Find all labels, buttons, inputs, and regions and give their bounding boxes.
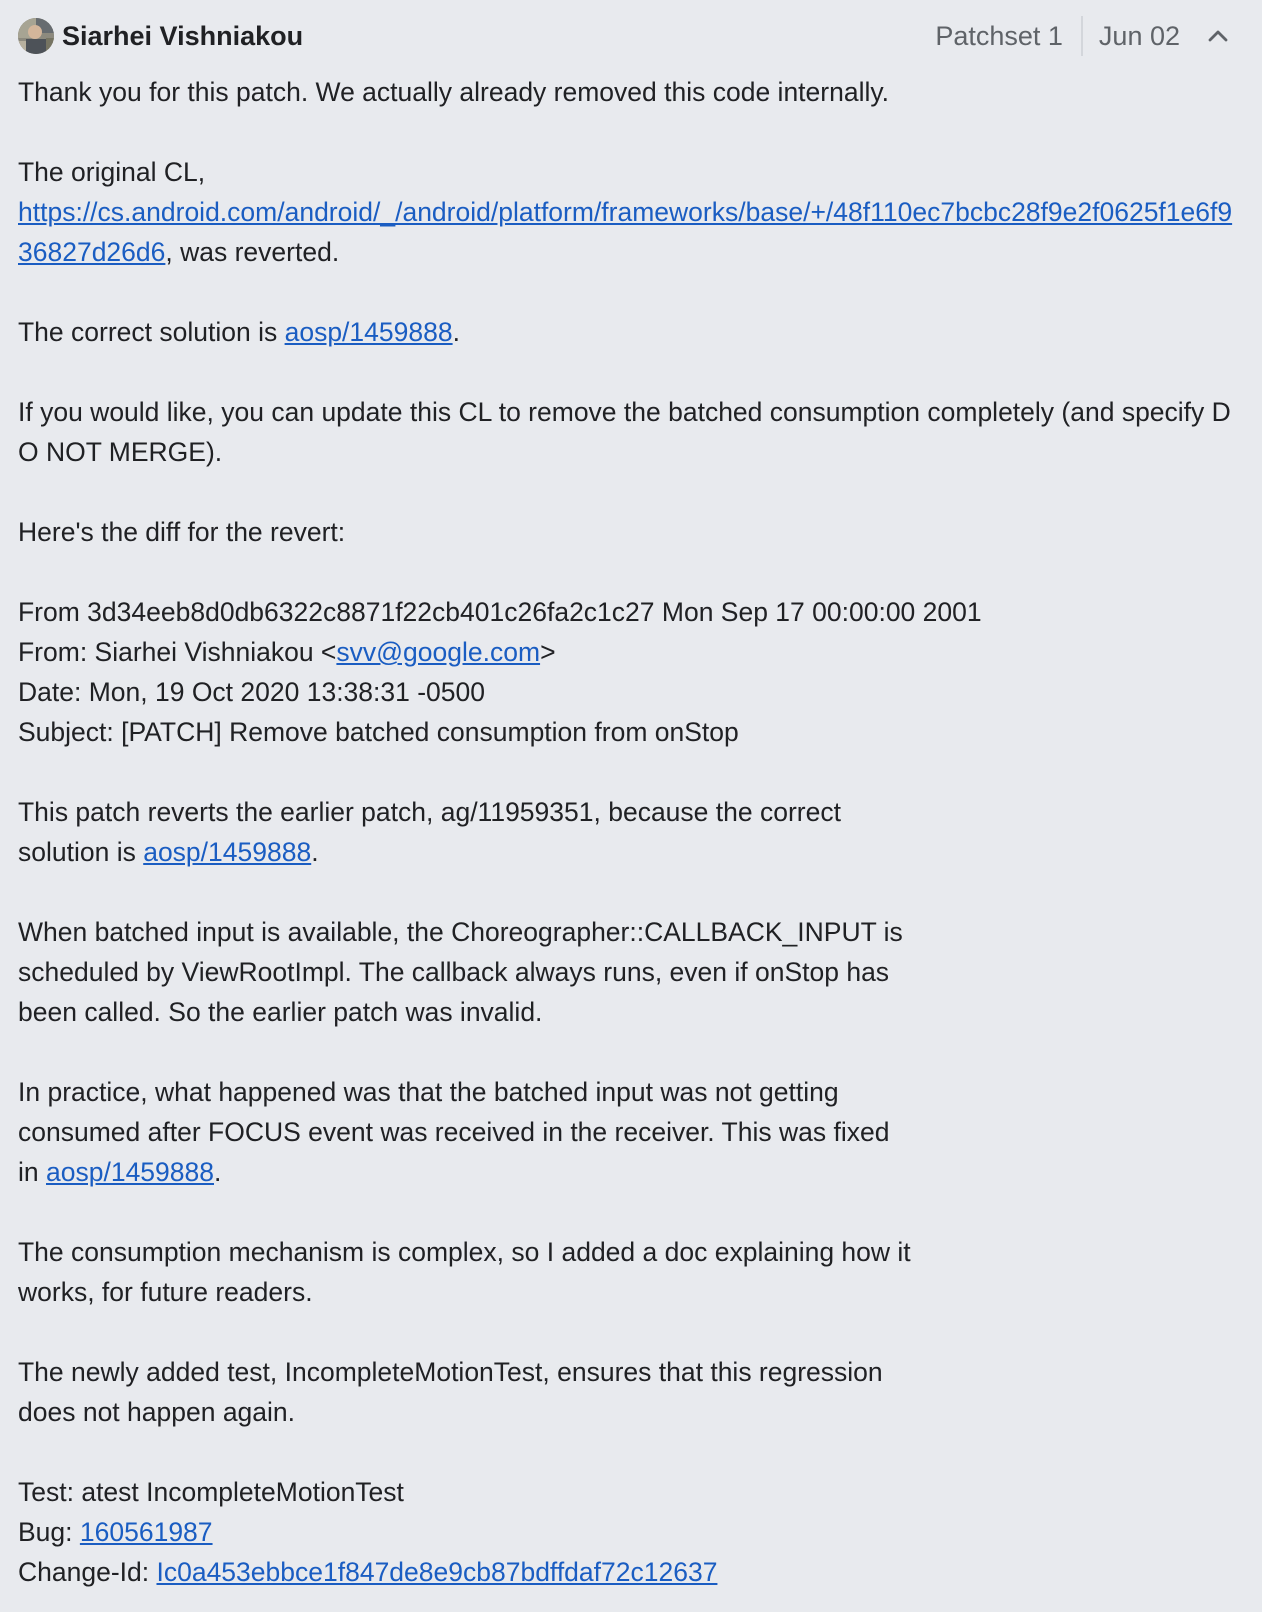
change-id-line: [18, 1552, 1244, 1592]
text-segment: From: Siarhei Vishniakou <: [18, 637, 337, 667]
text-segment: scheduled by ViewRootImpl. The callback always runs, even if onStop has: [18, 957, 890, 987]
text-segment: The correct solution is: [18, 317, 285, 347]
avatar: [18, 18, 54, 54]
bug-line: [18, 1512, 1244, 1552]
patchset-label[interactable]: Patchset 1: [935, 20, 1063, 51]
patch-subject-line: Subject: [PATCH] Remove batched consumption from onStop: [18, 717, 739, 747]
text-segment: been called. So the earlier patch was invalid.: [18, 997, 543, 1027]
text-segment: works, for future readers.: [18, 1277, 313, 1307]
text-segment: The newly added test, IncompleteMotionTest, ensures that this regression: [18, 1357, 883, 1387]
text-segment: consumed after FOCUS event was received in the receiver. This was fixed: [18, 1117, 890, 1147]
patch-author-line: [18, 632, 1244, 672]
aosp-link[interactable]: aosp/1459888: [284, 317, 453, 347]
paragraph-gap: [18, 1192, 1244, 1232]
comment-message: [18, 72, 1244, 1592]
test-line: Test: atest IncompleteMotionTest: [18, 1477, 404, 1507]
aosp-link[interactable]: aosp/1459888: [143, 837, 312, 867]
message-paragraph: [18, 1072, 1244, 1192]
comment-header[interactable]: [18, 0, 1244, 72]
text-segment: Bug:: [18, 1517, 80, 1547]
text-segment: .: [311, 837, 319, 867]
paragraph-gap: [18, 272, 1244, 312]
text-segment: When batched input is available, the Choreographer::CALLBACK_INPUT is: [18, 917, 903, 947]
text-segment: In practice, what happened was that the batched input was not getting: [18, 1077, 839, 1107]
comment-meta: [935, 0, 1230, 72]
paragraph-gap: [18, 1032, 1244, 1072]
text-segment: in: [18, 1157, 46, 1187]
message-paragraph: [18, 1352, 1244, 1432]
aosp-link[interactable]: aosp/1459888: [46, 1157, 214, 1187]
message-paragraph: [18, 912, 1244, 1032]
bug-link[interactable]: 160561987: [79, 1517, 213, 1547]
avatar-photo-icon: [18, 18, 54, 54]
text-segment: does not happen again.: [18, 1397, 296, 1427]
patch-from-line: From 3d34eeb8d0db6322c8871f22cb401c26fa2c1c27 Mon Sep 17 00:00:00 2001: [18, 597, 982, 627]
paragraph-gap: [18, 872, 1244, 912]
paragraph-gap: [18, 472, 1244, 512]
text-segment: , was reverted.: [165, 237, 340, 267]
message-paragraph: Thank you for this patch. We actually already removed this code internally.: [18, 77, 890, 107]
message-paragraph: Here's the diff for the revert:: [18, 517, 346, 547]
text-segment: >: [540, 637, 556, 667]
text-segment: .: [452, 317, 460, 347]
message-paragraph: [18, 792, 1244, 872]
paragraph-gap: [18, 352, 1244, 392]
change-id-link[interactable]: Ic0a453ebbce1f847de8e9cb87bdffdaf72c12637: [156, 1557, 718, 1587]
author-name[interactable]: Siarhei Vishniakou: [62, 20, 304, 51]
text-segment: .: [214, 1157, 222, 1187]
text-segment: The original CL,: [18, 157, 206, 187]
message-paragraph: [18, 152, 1244, 272]
text-segment: The consumption mechanism is complex, so I added a doc explaining how it: [18, 1237, 911, 1267]
message-paragraph: If you would like, you can update this CL to remove the batched consumption completely (and specify DO NOT MERGE).: [18, 397, 1231, 467]
text-segment: Change-Id:: [18, 1557, 157, 1587]
text-segment: This patch reverts the earlier patch, ag/11959351, because the correct: [18, 797, 841, 827]
author-email-link[interactable]: svv@google.com: [336, 637, 541, 667]
paragraph-gap: [18, 752, 1244, 792]
original-cl-link[interactable]: https://cs.android.com/android/_/android/platform/frameworks/base/+/48f110ec7bcbc28f9e2f0625f1e6f936827d26d6: [18, 197, 1233, 267]
paragraph-gap: [18, 552, 1244, 592]
patch-date-line: Date: Mon, 19 Oct 2020 13:38:31 -0500: [18, 677, 486, 707]
message-paragraph: [18, 312, 1244, 352]
text-segment: solution is: [18, 837, 144, 867]
paragraph-gap: [18, 1312, 1244, 1352]
paragraph-gap: [18, 1432, 1244, 1472]
chevron-up-icon[interactable]: [1206, 24, 1230, 48]
message-paragraph: [18, 1232, 1244, 1312]
comment-date[interactable]: Jun 02: [1098, 20, 1180, 51]
paragraph-gap: [18, 112, 1244, 152]
